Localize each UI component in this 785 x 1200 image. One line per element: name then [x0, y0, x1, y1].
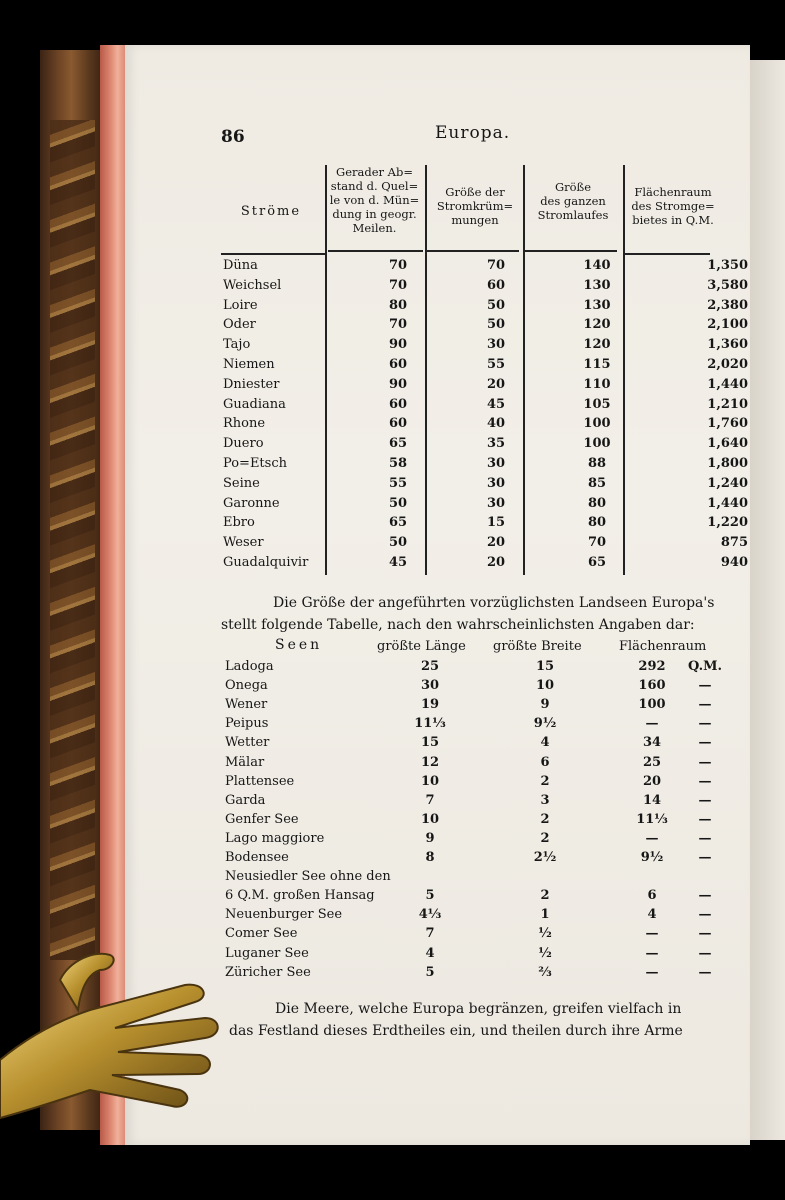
lake-length: 4 [425, 945, 435, 961]
river-area: 1,440 [707, 495, 748, 511]
lake-unit: — [698, 697, 712, 713]
river-windings: 30 [486, 456, 506, 471]
river-row [223, 535, 748, 555]
river-name: Tajo [223, 337, 251, 353]
river-row [223, 396, 748, 417]
river-length: 140 [583, 258, 611, 273]
river-distance: 90 [388, 376, 408, 392]
lake-unit: — [698, 888, 712, 904]
river-distance: 60 [388, 416, 408, 432]
river-row [223, 376, 748, 397]
lake-width: 2 [540, 888, 550, 904]
river-distance: 45 [388, 555, 408, 570]
river-area: 1,210 [707, 396, 748, 412]
windings-line: mungen [451, 213, 499, 227]
river-length: 65 [587, 555, 607, 570]
lake-width: 3 [540, 792, 550, 808]
river-name: Niemen [223, 357, 275, 372]
lake-length: 10 [420, 773, 440, 789]
distance-line: Meilen. [352, 221, 397, 235]
lake-name: Züricher See [225, 964, 311, 980]
lake-unit: — [698, 678, 712, 694]
lake-area: — [645, 716, 659, 732]
river-name: Ebro [223, 515, 255, 531]
lake-width: 2 [540, 811, 550, 827]
river-row [223, 277, 748, 298]
river-row [223, 515, 748, 535]
river-length: 110 [583, 376, 611, 392]
distance-line: dung in geogr. [332, 207, 417, 221]
lake-row [225, 888, 745, 907]
lake-unit: — [698, 830, 712, 846]
lake-area: 34 [642, 735, 662, 751]
lake-area: — [645, 945, 659, 961]
river-name: Po=Etsch [223, 456, 287, 471]
distance-line: le von d. Mün= [329, 193, 420, 207]
river-windings: 30 [486, 495, 506, 511]
header-rule [221, 253, 326, 255]
lake-name: Ladoga [225, 659, 274, 674]
river-windings: 60 [486, 277, 506, 293]
lake-name: Luganer See [225, 945, 309, 961]
lake-length: 19 [420, 697, 440, 713]
river-length: 115 [583, 357, 611, 372]
lake-length: 5 [425, 888, 435, 904]
lake-area: 292 [638, 659, 666, 674]
distance-line: stand d. Quel= [330, 179, 419, 193]
lake-row [225, 869, 745, 888]
river-length: 100 [583, 436, 611, 452]
lake-name: Bodensee [225, 850, 289, 865]
length-line: Stromlaufes [537, 208, 609, 222]
lake-width: 4 [540, 735, 550, 751]
lake-width: 2 [540, 773, 550, 789]
lake-area: 25 [642, 754, 662, 770]
river-length: 120 [583, 337, 611, 353]
river-windings: 45 [486, 396, 506, 412]
river-length: 85 [587, 475, 607, 491]
lake-row [225, 965, 745, 984]
lake-area: 14 [642, 792, 662, 808]
header-length [523, 180, 623, 222]
river-row [223, 416, 748, 436]
lake-name: Lago maggiore [225, 830, 325, 846]
river-windings: 50 [486, 297, 506, 313]
lake-name: 6 Q.M. großen Hansag [225, 888, 375, 904]
river-windings: 35 [486, 436, 506, 452]
river-area: 1,360 [707, 337, 748, 353]
lake-length: 8 [425, 850, 435, 865]
header-lake-length: größte Länge [377, 639, 466, 654]
distance-line: Gerader Ab= [336, 165, 413, 179]
lake-width: 2 [540, 830, 550, 846]
river-row [223, 337, 748, 357]
lake-unit: — [698, 754, 712, 770]
river-length: 70 [587, 535, 607, 551]
facing-page-edge [745, 60, 785, 1140]
river-length: 130 [583, 277, 611, 293]
river-length: 80 [587, 495, 607, 511]
lake-name: Garda [225, 792, 266, 808]
lake-unit: — [698, 850, 712, 865]
closing-line-1: Die Meere, welche Europa begränzen, greifen vielfach in [275, 1001, 682, 1017]
river-area: 940 [720, 555, 748, 570]
header-lakes: Seen [275, 637, 323, 653]
river-distance: 65 [388, 436, 408, 452]
lake-row [225, 678, 745, 697]
lake-row [225, 812, 745, 831]
lake-length: 7 [425, 792, 435, 808]
lake-area: 6 [647, 888, 657, 904]
river-area: 1,640 [707, 436, 748, 452]
lake-row [225, 907, 745, 926]
river-row [223, 317, 748, 337]
river-windings: 50 [486, 317, 506, 333]
river-area: 2,020 [707, 357, 748, 372]
river-distance: 90 [388, 337, 408, 353]
lake-area: — [645, 830, 659, 846]
lake-unit: — [698, 926, 712, 942]
lake-length: 4⅓ [418, 907, 442, 923]
lake-area: — [645, 964, 659, 980]
lake-row [225, 735, 745, 754]
river-row [223, 357, 748, 377]
river-distance: 58 [388, 456, 408, 471]
lake-width: ½ [538, 945, 552, 961]
header-rule [427, 250, 519, 252]
lake-name: Mälar [225, 754, 265, 770]
lake-length: 25 [420, 659, 440, 674]
river-windings: 30 [486, 475, 506, 491]
river-row [223, 436, 748, 456]
river-distance: 65 [388, 515, 408, 531]
lake-name: Wetter [225, 735, 270, 751]
lake-width: 10 [535, 678, 555, 694]
lake-row [225, 659, 745, 678]
lake-area: — [645, 926, 659, 942]
river-distance: 80 [388, 297, 408, 313]
lake-length: 12 [420, 754, 440, 770]
lake-name: Genfer See [225, 811, 299, 827]
river-area: 2,100 [707, 317, 748, 333]
header-area [623, 185, 723, 227]
river-length: 120 [583, 317, 611, 333]
intro-line-2: stellt folgende Tabelle, nach den wahrscheinlichsten Angaben dar: [221, 617, 695, 633]
lake-name: Peipus [225, 716, 269, 732]
lake-row [225, 716, 745, 735]
lake-row [225, 946, 745, 965]
lake-row [225, 850, 745, 869]
river-distance: 60 [388, 357, 408, 372]
intro-line-1: Die Größe der angeführten vorzüglichsten Landseen Europa's [273, 595, 715, 611]
header-rule [525, 250, 617, 252]
lake-unit: — [698, 792, 712, 808]
lake-unit: — [698, 773, 712, 789]
lake-name: Plattensee [225, 773, 295, 789]
river-distance: 55 [388, 475, 408, 491]
river-row [223, 495, 748, 516]
river-name: Guadalquivir [223, 555, 309, 570]
river-area: 1,760 [707, 416, 748, 432]
lake-area: 4 [647, 907, 657, 923]
lake-name: Comer See [225, 926, 298, 942]
river-area: 1,440 [707, 376, 748, 392]
river-name: Dniester [223, 376, 280, 392]
page-number: 86 [221, 127, 245, 147]
river-windings: 15 [486, 515, 506, 531]
brass-hand-page-holder [0, 940, 220, 1120]
lake-row [225, 831, 745, 850]
river-distance: 70 [388, 258, 408, 273]
header-rule [328, 250, 423, 252]
lake-row [225, 697, 745, 716]
river-row [223, 297, 748, 318]
river-name: Duero [223, 436, 264, 452]
lake-width: 2½ [533, 850, 557, 865]
lake-width: 6 [540, 754, 550, 770]
length-line: Größe [554, 180, 592, 194]
river-length: 80 [587, 515, 607, 531]
river-row [223, 555, 748, 575]
area-line: des Stromge= [631, 199, 715, 213]
lake-length: 15 [420, 735, 440, 751]
lake-area: 160 [638, 678, 666, 694]
river-distance: 60 [388, 396, 408, 412]
lake-length: 9 [425, 830, 435, 846]
river-length: 105 [583, 396, 611, 412]
river-windings: 70 [486, 258, 506, 273]
lake-name: Onega [225, 678, 268, 694]
river-area: 1,220 [707, 515, 748, 531]
header-distance [322, 165, 427, 235]
river-area: 875 [720, 535, 748, 551]
river-distance: 50 [388, 495, 408, 511]
lake-length: 30 [420, 678, 440, 694]
river-windings: 30 [486, 337, 506, 353]
lake-row [225, 793, 745, 812]
river-area: 1,800 [707, 456, 748, 471]
river-distance: 70 [388, 277, 408, 293]
river-windings: 20 [486, 535, 506, 551]
river-name: Oder [223, 317, 256, 333]
river-length: 100 [583, 416, 611, 432]
river-windings: 20 [486, 376, 506, 392]
river-name: Garonne [223, 495, 280, 511]
closing-line-2: das Festland dieses Erdtheiles ein, und theilen durch ihre Arme [229, 1023, 683, 1039]
lake-row [225, 755, 745, 774]
lake-area: 20 [642, 773, 662, 789]
river-length: 130 [583, 297, 611, 313]
river-area: 2,380 [707, 297, 748, 313]
lake-area: 9½ [640, 850, 664, 865]
river-name: Seine [223, 475, 260, 491]
lake-unit: — [698, 811, 712, 827]
river-windings: 40 [486, 416, 506, 432]
lake-name: Wener [225, 697, 268, 713]
lake-width: ½ [538, 926, 552, 942]
lake-area: 11⅓ [636, 811, 668, 827]
lake-length: 7 [425, 926, 435, 942]
lake-unit: — [698, 735, 712, 751]
lake-unit: — [698, 964, 712, 980]
area-line: bietes in Q.M. [632, 213, 714, 227]
lake-width: ⅔ [538, 964, 552, 980]
lake-length: 11⅓ [414, 716, 446, 732]
windings-line: Größe der [445, 185, 505, 199]
lake-unit: Q.M. [687, 659, 723, 674]
lake-name: Neusiedler See ohne den [225, 869, 391, 885]
river-name: Guadiana [223, 396, 286, 412]
river-distance: 70 [388, 317, 408, 333]
river-row [223, 475, 748, 496]
header-lake-width: größte Breite [493, 639, 582, 654]
lake-row [225, 926, 745, 945]
river-row [223, 258, 748, 278]
area-line: Flächenraum [634, 185, 712, 199]
length-line: des ganzen [540, 194, 606, 208]
river-name: Weichsel [223, 277, 282, 293]
river-length: 88 [587, 456, 607, 471]
windings-line: Stromkrüm= [436, 199, 514, 213]
lake-length: 5 [425, 964, 435, 980]
river-name: Rhone [223, 416, 266, 432]
lake-width: 9 [540, 697, 550, 713]
lake-unit: — [698, 945, 712, 961]
lake-width: 9½ [533, 716, 557, 732]
running-head: Europa. [435, 123, 511, 143]
river-area: 1,240 [707, 475, 748, 491]
lake-area: 100 [638, 697, 666, 713]
lake-row [225, 774, 745, 793]
lake-width: 15 [535, 659, 555, 674]
river-name: Düna [223, 258, 258, 273]
river-windings: 55 [486, 357, 506, 372]
river-row [223, 456, 748, 476]
lake-name: Neuenburger See [225, 907, 343, 923]
marbled-cover [50, 120, 95, 960]
lake-unit: — [698, 716, 712, 732]
lake-length: 10 [420, 811, 440, 827]
river-name: Loire [223, 297, 258, 313]
lake-unit: — [698, 907, 712, 923]
river-area: 1,350 [707, 258, 748, 273]
header-rule [625, 253, 710, 255]
header-streams: Ströme [240, 204, 302, 219]
header-windings [427, 185, 523, 227]
lake-width: 1 [540, 907, 550, 923]
river-area: 3,580 [707, 277, 748, 293]
river-windings: 20 [486, 555, 506, 570]
river-name: Weser [223, 535, 264, 551]
header-lake-area: Flächenraum [619, 639, 707, 654]
river-distance: 50 [388, 535, 408, 551]
